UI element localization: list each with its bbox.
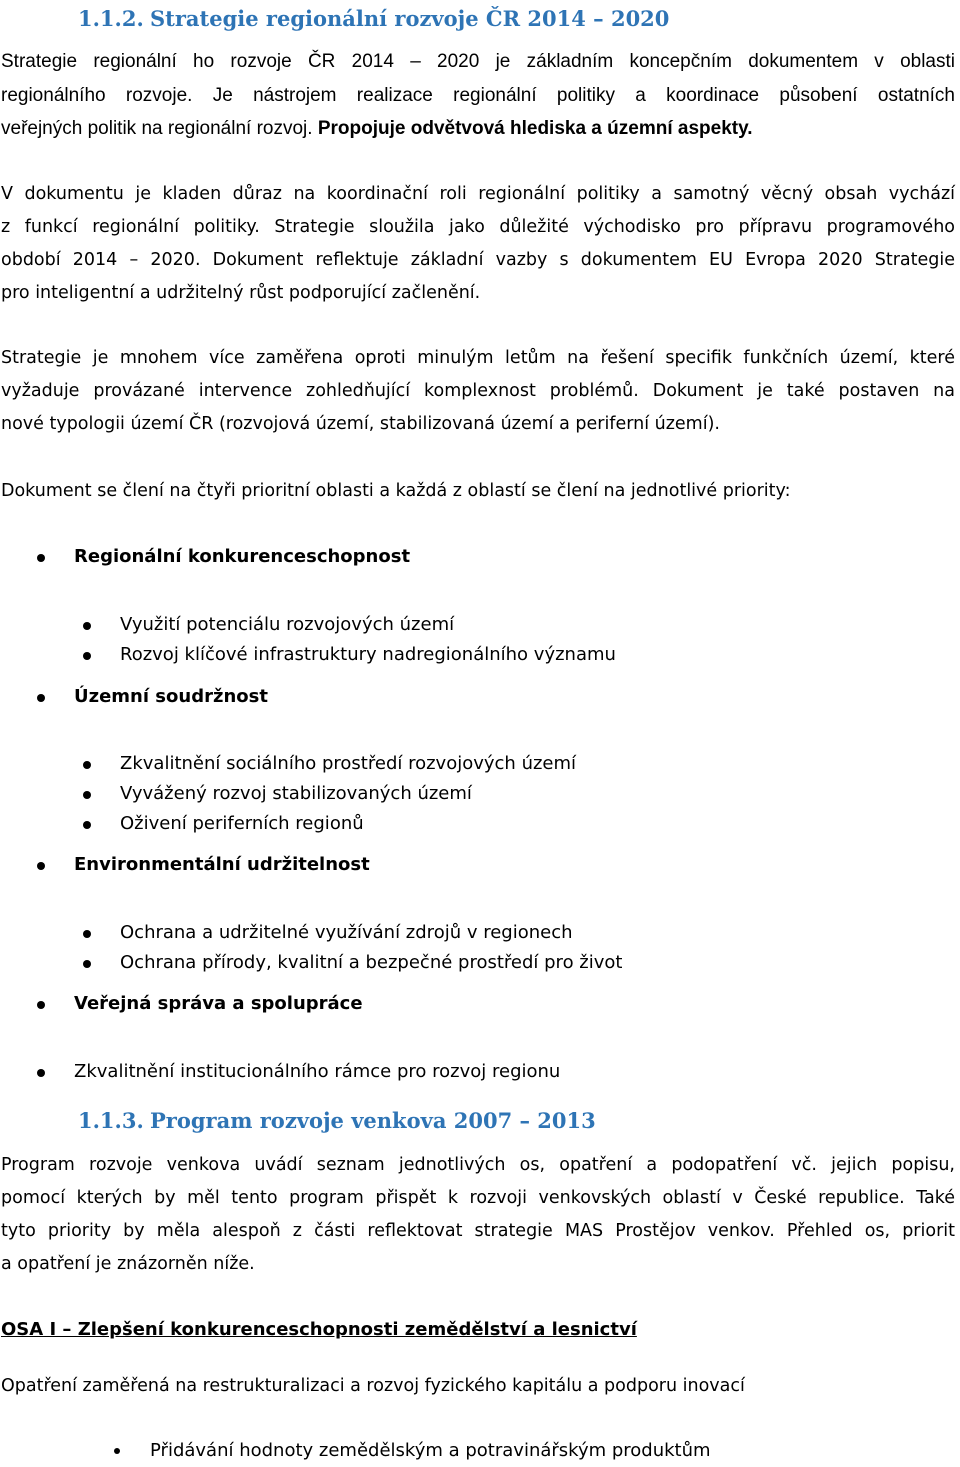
bullet-icon [37,694,45,702]
priority-item: Oživení periferních regionů [120,813,364,834]
bullet-icon [37,554,45,562]
paragraph-text: veřejných politik na regionální rozvoj. [1,118,318,139]
paragraph-line: a opatření je znázorněn níže. [1,1254,255,1274]
priority-title: Environmentální udržitelnost [74,854,370,875]
paragraph-line: nové typologii území ČR (rozvojová území, stabilizovaná území a periferní území). [1,414,720,434]
paragraph-line: Dokument se člení na čtyři prioritní oblasti a každá z oblastí se člení na jednotlivé priority: [1,481,791,501]
paragraph-bold-text: Propojuje odvětvová hlediska a územní aspekty. [317,118,753,139]
paragraph-line: tyto priority by měla alespoň z části reflektovat strategie MAS Prostějov venkov. Přehled os, priorit [1,1221,955,1241]
paragraph-line: vyžaduje provázané intervence zohledňující komplexnost problémů. Dokument je také postaven na [1,381,955,401]
paragraph-line: Program rozvoje venkova uvádí seznam jednotlivých os, opatření a podopatření vč. jejich popisu, [1,1155,955,1175]
paragraph-line: regionálního rozvoje. Je nástrojem realizace regionální politiky a koordinace působení ostatních [1,85,955,106]
paragraph-line: z funkcí regionální politiky. Strategie sloužila jako důležité východisko pro přípravu programového [1,217,955,237]
heading-title: Program rozvoje venkova 2007 – 2013 [150,1108,596,1133]
paragraph-line: pomocí kterých by měl tento program přispět k rozvoji venkovských oblastí v České republice. Také [1,1188,955,1208]
priority-item: Využití potenciálu rozvojových území [120,614,455,635]
bullet-icon [83,652,91,660]
list-item: Přidávání hodnoty zemědělským a potravinářským produktům [150,1440,711,1461]
priority-title: Územní soudržnost [74,686,268,707]
priority-item: Ochrana přírody, kvalitní a bezpečné prostředí pro život [120,952,623,973]
priority-item: Zkvalitnění sociálního prostředí rozvojových území [120,753,577,774]
priority-item: Rozvoj klíčové infrastruktury nadregionálního významu [120,644,616,665]
bullet-icon [83,622,91,630]
priority-item: Vyvážený rozvoj stabilizovaných území [120,783,472,804]
bullet-icon [83,960,91,968]
priority-title: Veřejná správa a spolupráce [74,993,363,1014]
bullet-icon [83,761,91,769]
paragraph-line: pro inteligentní a udržitelný růst podporující začlenění. [1,283,481,303]
priority-item: Zkvalitnění institucionálního rámce pro rozvoj regionu [74,1061,561,1082]
paragraph-line: Strategie je mnohem více zaměřena oproti minulým letům na řešení specifik funkčních území, které [1,348,955,368]
section-heading-1-1-3 [78,1108,596,1133]
heading-number: 1.1.2. [78,6,144,31]
osa-heading: OSA I – Zlepšení konkurenceschopnosti zemědělství a lesnictví [1,1319,637,1340]
bullet-icon [37,1001,45,1009]
priority-item: Ochrana a udržitelné využívání zdrojů v regionech [120,922,573,943]
heading-number: 1.1.3. [78,1108,144,1133]
bullet-icon [83,821,91,829]
bullet-icon [37,1069,45,1077]
paragraph-line: Opatření zaměřená na restrukturalizaci a rozvoj fyzického kapitálu a podporu inovací [1,1376,745,1396]
paragraph-line [1,117,955,141]
bullet-icon [83,930,91,938]
bullet-icon [114,1448,120,1454]
priority-title: Regionální konkurenceschopnost [74,546,411,567]
bullet-icon [37,862,45,870]
paragraph-line: období 2014 – 2020. Dokument reflektuje základní vazby s dokumentem EU Evropa 2020 Strategie [1,250,955,270]
bullet-icon [83,791,91,799]
paragraph-line: Strategie regionální ho rozvoje ČR 2014 – 2020 je základním koncepčním dokumentem v oblasti [1,51,955,72]
section-heading-1-1-2 [78,6,669,31]
paragraph-line: V dokumentu je kladen důraz na koordinační roli regionální politiky a samotný věcný obsah vychází [1,184,955,204]
heading-title: Strategie regionální rozvoje ČR 2014 – 2020 [150,6,670,31]
